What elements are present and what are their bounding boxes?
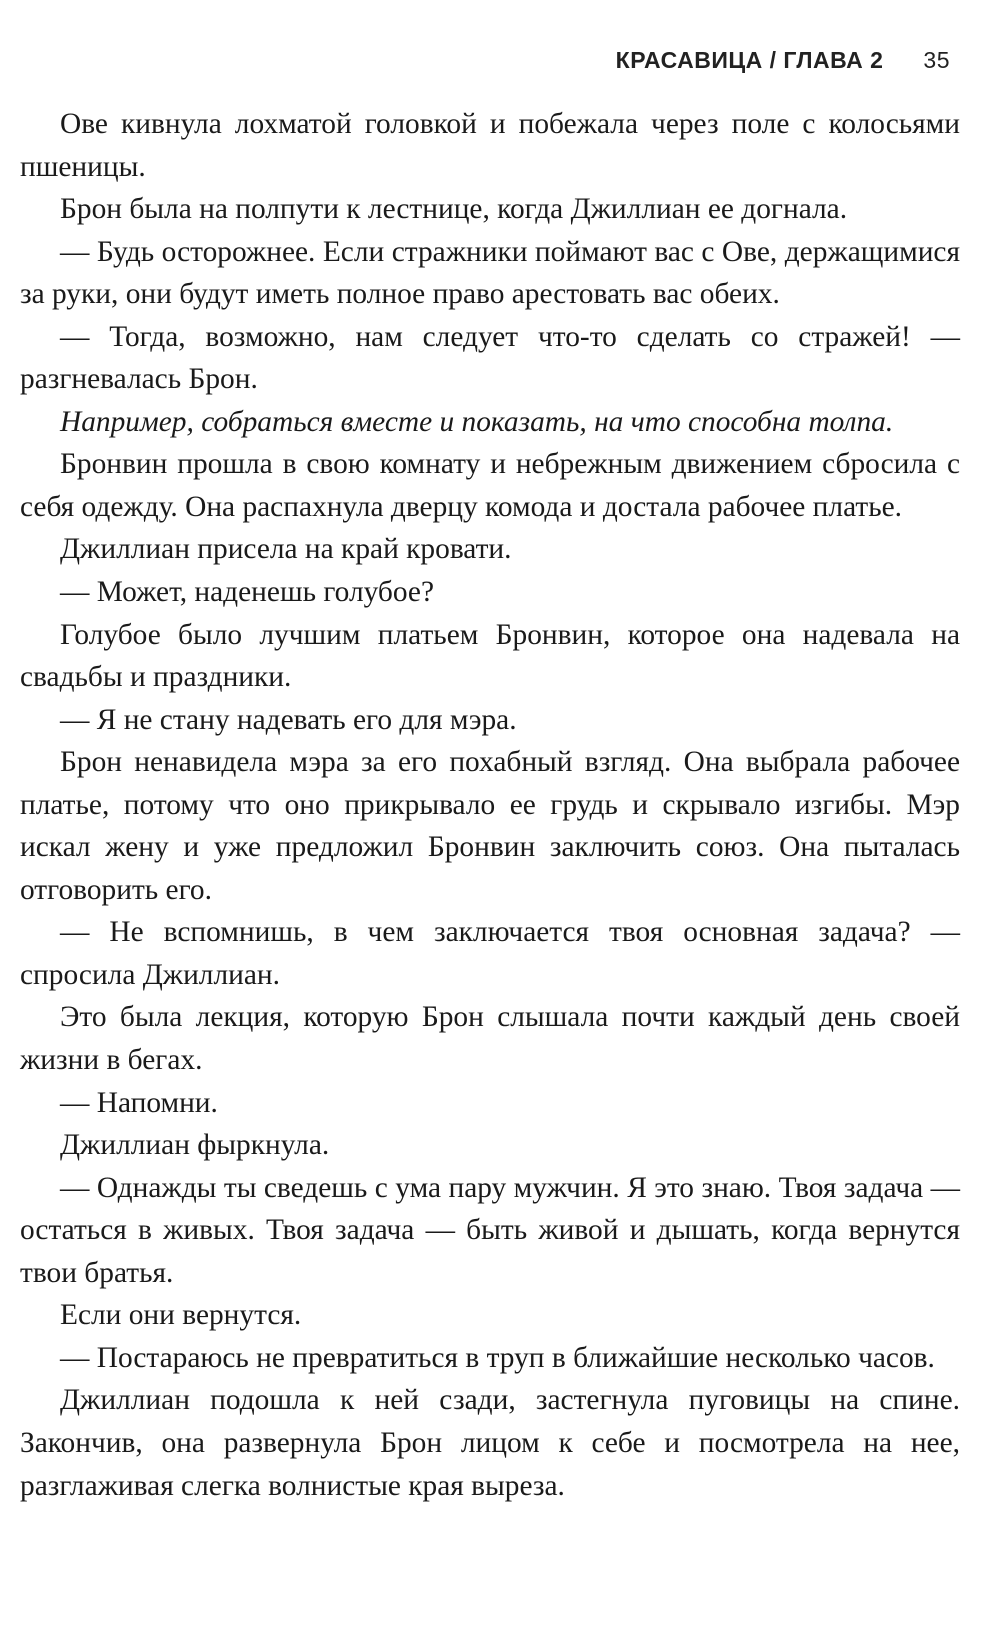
paragraph: Джиллиан присела на край кровати. — [60, 533, 512, 566]
paragraph: — Будь осторожнее. Если стражники поймают вас с Ове, держащимися за руки, они будут иметь полное право арестовать вас обеих. — [20, 235, 960, 311]
paragraph: Голубое было лучшим платьем Бронвин, которое она надевала на свадьбы и праздники. — [20, 618, 960, 694]
page-header — [616, 40, 950, 80]
paragraph: — Однажды ты сведешь с ума пару мужчин. Я это знаю. Твоя задача — остаться в живых. Твоя задача — быть живой и дышать, когда вернутся твои братья. — [20, 1171, 960, 1289]
paragraph: Брон была на полпути к лестнице, когда Джиллиан ее догнала. — [60, 193, 848, 226]
book-page — [20, 0, 960, 1641]
paragraph: — Постараюсь не превратиться в труп в ближайшие несколько часов. — [60, 1341, 935, 1374]
paragraph: Бронвин прошла в свою комнату и небрежным движением сбросила с себя одежду. Она распахнула дверцу комода и достала рабочее платье. — [20, 448, 960, 523]
body-text — [20, 103, 960, 1507]
italic-paragraph: Например, собраться вместе и показать, на что способна толпа. — [60, 405, 894, 438]
paragraph: Если они вернутся. — [60, 1299, 302, 1332]
paragraph: — Я не стану надевать его для мэра. — [60, 703, 517, 736]
running-head: КРАСАВИЦА / ГЛАВА 2 — [615, 46, 884, 73]
paragraph: Брон ненавидела мэра за его похабный взгляд. Она выбрала рабочее платье, потому что оно прикрывало ее грудь и скрывало изгибы. Мэр искал жену и уже предложил Бронвин заключить союз. Она пыталась отговорить его. — [20, 746, 960, 906]
page-number: 35 — [923, 46, 950, 73]
paragraph: — Не вспомнишь, в чем заключается твоя основная задача? — спросила Джиллиан. — [20, 916, 960, 991]
paragraph: — Тогда, возможно, нам следует что-то сделать со стражей! — разгневалась Брон. — [20, 320, 960, 396]
paragraph: — Напомни. — [60, 1086, 218, 1119]
paragraph: Джиллиан фыркнула. — [60, 1129, 330, 1162]
paragraph: Ове кивнула лохматой головкой и побежала через поле с колосьями пшеницы. — [20, 108, 960, 183]
paragraph: Джиллиан подошла к ней сзади, застегнула пуговицы на спине. Закончив, она развернула Брон лицом к себе и посмотрела на нее, разглаживая слегка волнистые края выреза. — [20, 1384, 960, 1502]
paragraph: — Может, наденешь голубое? — [60, 576, 435, 609]
paragraph: Это была лекция, которую Брон слышала почти каждый день своей жизни в бегах. — [20, 1001, 960, 1077]
